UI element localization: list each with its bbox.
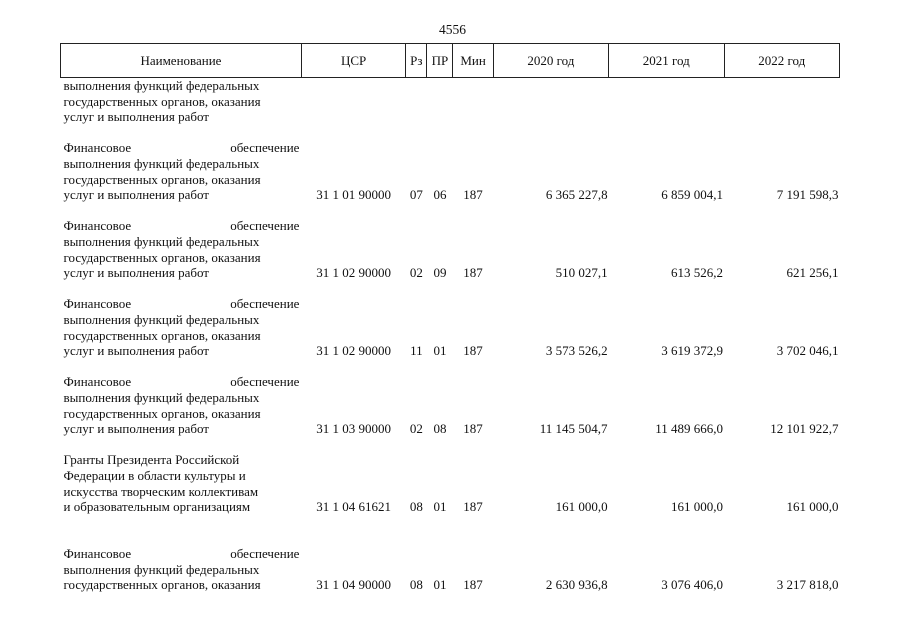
row-name-cell xyxy=(61,203,302,281)
budget-table xyxy=(60,43,840,593)
row-name-cell xyxy=(61,437,302,515)
name-line: выполнения функций федеральных xyxy=(63,156,260,171)
name-line: государственных органов, оказания xyxy=(63,171,261,187)
pr-cell: 09 xyxy=(433,265,447,281)
pr-cell: 01 xyxy=(433,499,447,515)
name-line: выполнения функций федеральных xyxy=(63,561,260,577)
min-cell: 187 xyxy=(463,577,483,593)
value-2021-cell: 11 489 666,0 xyxy=(655,421,723,437)
pr-cell: 01 xyxy=(433,577,447,593)
rz-cell: 08 xyxy=(409,499,423,515)
header-rz: Рз xyxy=(406,44,427,78)
name-line: услуг и выполнения работ xyxy=(63,109,209,125)
header-2022: 2022 год xyxy=(724,44,840,78)
value-2022-cell: 621 256,1 xyxy=(786,265,839,281)
table-row xyxy=(61,437,840,515)
value-2020-cell: 6 365 227,8 xyxy=(545,187,608,203)
name-line: выполнения функций федеральных xyxy=(63,78,260,93)
csr-cell: 31 1 03 90000 xyxy=(316,421,391,437)
header-pr: ПР xyxy=(427,44,453,78)
continuation-row xyxy=(61,78,840,125)
min-cell: 187 xyxy=(463,187,483,203)
pr-cell: 06 xyxy=(433,187,447,203)
name-line: выполнения функций федеральных xyxy=(63,312,260,327)
name-line: государственных органов, оказания xyxy=(63,577,261,593)
min-cell: 187 xyxy=(463,265,483,281)
name-line: Финансовое обеспечение xyxy=(63,218,300,234)
header-csr: ЦСР xyxy=(301,44,405,78)
name-line: выполнения функций федеральных xyxy=(63,234,260,249)
row-name-cell xyxy=(61,515,302,593)
name-line: государственных органов, оказания xyxy=(63,249,261,265)
value-2021-cell: 3 076 406,0 xyxy=(661,577,723,593)
header-name: Наименование xyxy=(61,44,302,78)
row-name-cell xyxy=(61,281,302,359)
header-2020: 2020 год xyxy=(493,44,608,78)
rz-cell: 11 xyxy=(410,343,423,359)
pr-cell: 08 xyxy=(433,421,447,437)
value-2021-cell: 161 000,0 xyxy=(671,499,723,515)
row-name-cell xyxy=(61,125,302,203)
table-row xyxy=(61,203,840,281)
name-line: Финансовое обеспечение xyxy=(63,140,300,156)
name-line: Финансовое обеспечение xyxy=(63,546,300,561)
csr-cell: 31 1 02 90000 xyxy=(316,343,391,359)
name-line: услуг и выполнения работ xyxy=(63,421,209,437)
value-2021-cell: 3 619 372,9 xyxy=(661,343,723,359)
name-line: Финансовое обеспечение xyxy=(63,374,300,390)
name-line: услуг и выполнения работ xyxy=(63,265,209,281)
name-line: государственных органов, оказания xyxy=(63,93,261,109)
value-2021-cell: 6 859 004,1 xyxy=(661,187,723,203)
header-2021: 2021 год xyxy=(609,44,724,78)
table-row xyxy=(61,515,840,593)
rz-cell: 02 xyxy=(409,421,423,437)
name-line: услуг и выполнения работ xyxy=(63,343,209,359)
value-2020-cell: 161 000,0 xyxy=(555,499,608,515)
csr-cell: 31 1 04 61621 xyxy=(316,499,391,515)
value-2022-cell: 3 702 046,1 xyxy=(776,343,839,359)
name-line: Финансовое обеспечение xyxy=(63,296,300,312)
name-line: и образовательным организациям xyxy=(63,499,251,515)
csr-cell: 31 1 01 90000 xyxy=(316,187,391,203)
min-cell: 187 xyxy=(463,499,483,515)
value-2021-cell: 613 526,2 xyxy=(671,265,723,281)
page-number: 4556 xyxy=(439,22,466,37)
continuation-name-cell xyxy=(61,78,302,125)
rz-cell: 02 xyxy=(409,265,423,281)
table-row xyxy=(61,125,840,203)
name-line: Гранты Президента Российской xyxy=(63,452,240,468)
table-row xyxy=(61,281,840,359)
csr-cell: 31 1 02 90000 xyxy=(316,265,391,281)
value-2020-cell: 2 630 936,8 xyxy=(545,577,608,593)
table-header xyxy=(61,44,840,78)
value-2020-cell: 3 573 526,2 xyxy=(545,343,608,359)
header-min: Мин xyxy=(453,44,493,78)
name-line: государственных органов, оказания xyxy=(63,405,261,421)
value-2020-cell: 11 145 504,7 xyxy=(539,421,608,437)
value-2022-cell: 3 217 818,0 xyxy=(776,577,839,593)
rz-cell: 07 xyxy=(409,187,423,203)
name-line: Федерации в области культуры и xyxy=(63,468,246,483)
table-row xyxy=(61,359,840,437)
name-line: искусства творческим коллективам xyxy=(63,483,259,499)
csr-cell: 31 1 04 90000 xyxy=(316,577,391,593)
min-cell: 187 xyxy=(463,343,483,359)
value-2022-cell: 7 191 598,3 xyxy=(776,187,839,203)
row-name-cell xyxy=(61,359,302,437)
name-line: выполнения функций федеральных xyxy=(63,390,260,405)
value-2022-cell: 12 101 922,7 xyxy=(770,421,839,437)
rz-cell: 08 xyxy=(409,577,423,593)
name-line: государственных органов, оказания xyxy=(63,327,261,343)
value-2022-cell: 161 000,0 xyxy=(786,499,839,515)
name-line: услуг и выполнения работ xyxy=(63,187,209,203)
pr-cell: 01 xyxy=(433,343,447,359)
min-cell: 187 xyxy=(463,421,483,437)
table-body xyxy=(61,78,840,593)
value-2020-cell: 510 027,1 xyxy=(555,265,608,281)
